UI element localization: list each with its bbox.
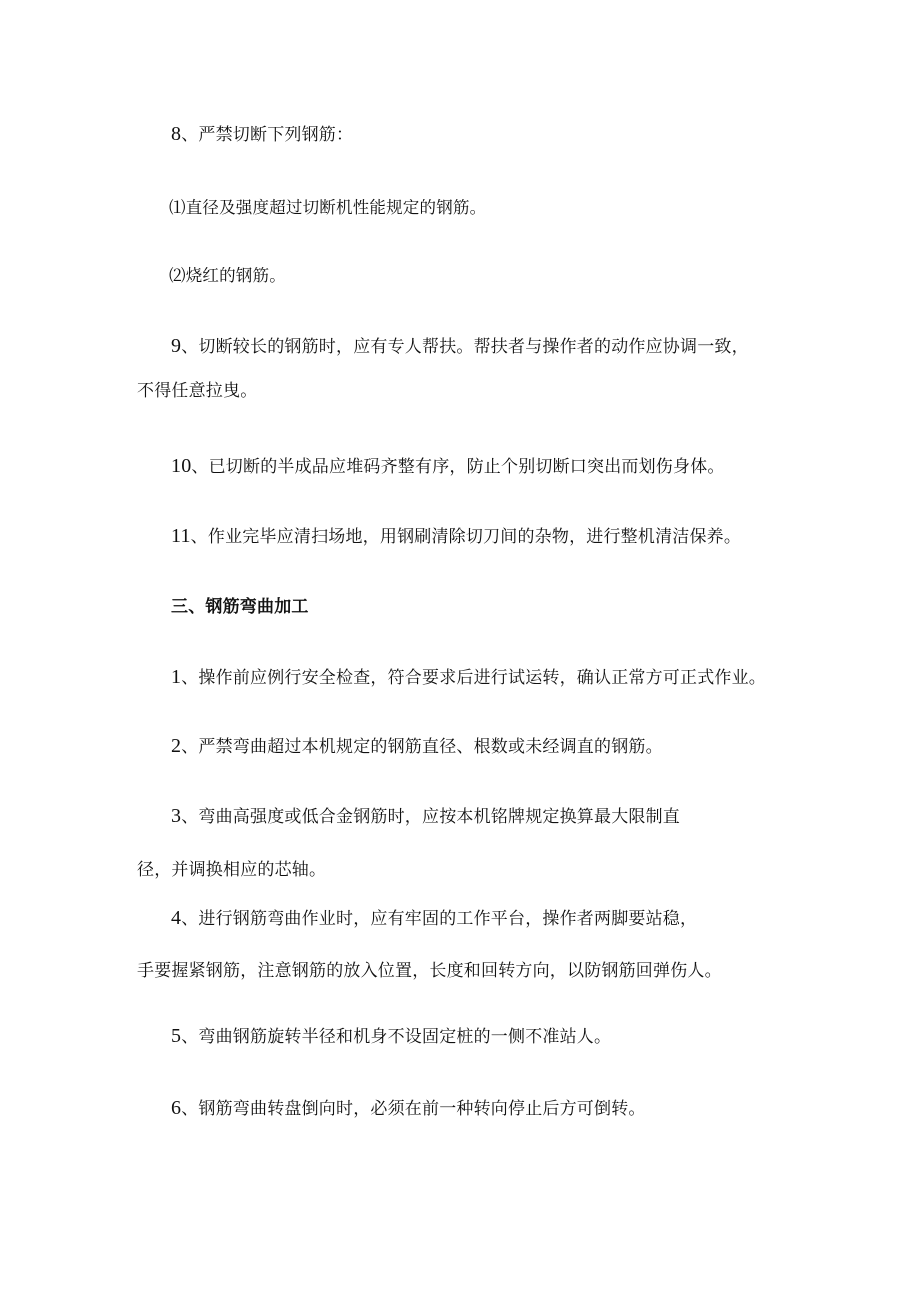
item-text: 手要握紧钢筋，注意钢筋的放入位置，长度和回转方向，以防钢筋回弹伤人。 [137,961,722,981]
item-3 [171,804,680,829]
item-9-continuation [137,379,257,403]
item-text: 、严禁切断下列钢筋： [181,125,354,145]
item-number: 3 [171,805,182,827]
item-11 [171,524,741,549]
item-6 [171,1096,646,1121]
item-number: 10 [171,455,192,477]
item-1 [171,665,766,690]
item-text: 、切断较长的钢筋时，应有专人帮扶。帮扶者与操作者的动作应协调一致， [181,337,749,357]
item-4-continuation [137,959,722,983]
item-number: 2 [171,735,182,757]
item-text: 、弯曲高强度或低合金钢筋时，应按本机铭牌规定换算最大限制直 [181,807,681,827]
item-number: 9 [171,335,182,357]
item-number: 1 [171,666,182,688]
sub-item-1 [169,196,486,220]
item-2 [171,734,663,759]
sub-item-2 [169,264,286,288]
item-text: 、进行钢筋弯曲作业时，应有牢固的工作平台，操作者两脚要站稳， [181,909,698,929]
section-title: 三、钢筋弯曲加工 [171,597,309,617]
item-8 [171,122,353,147]
item-text: 径，并调换相应的芯轴。 [137,860,327,880]
item-text: 、操作前应例行安全检查，符合要求后进行试运转，确认正常方可正式作业。 [181,668,767,688]
item-9 [171,334,749,359]
item-text: 、已切断的半成品应堆码齐整有序，防止个别切断口突出而划伤身体。 [191,457,725,477]
item-text: 不得任意拉曳。 [137,381,258,401]
item-5 [171,1024,611,1049]
item-number: 4 [171,907,182,929]
item-number: 6 [171,1097,182,1119]
item-text: 、严禁弯曲超过本机规定的钢筋直径、根数或未经调直的钢筋。 [181,737,663,757]
section-heading [171,595,309,619]
item-text: ⑵烧红的钢筋。 [169,266,286,285]
item-10 [171,454,725,479]
item-text: 、钢筋弯曲转盘倒向时，必须在前一种转向停止后方可倒转。 [181,1099,646,1119]
item-number: 8 [171,123,182,145]
item-number: 5 [171,1025,182,1047]
item-3-continuation [137,858,326,882]
item-number: 11 [171,525,191,547]
item-text: 、弯曲钢筋旋转半径和机身不设固定桩的一侧不准站人。 [181,1027,612,1047]
item-text: ⑴直径及强度超过切断机性能规定的钢筋。 [169,198,487,217]
item-text: 、作业完毕应清扫场地，用钢刷清除切刀间的杂物，进行整机清洁保养。 [190,527,742,547]
item-4 [171,906,697,931]
